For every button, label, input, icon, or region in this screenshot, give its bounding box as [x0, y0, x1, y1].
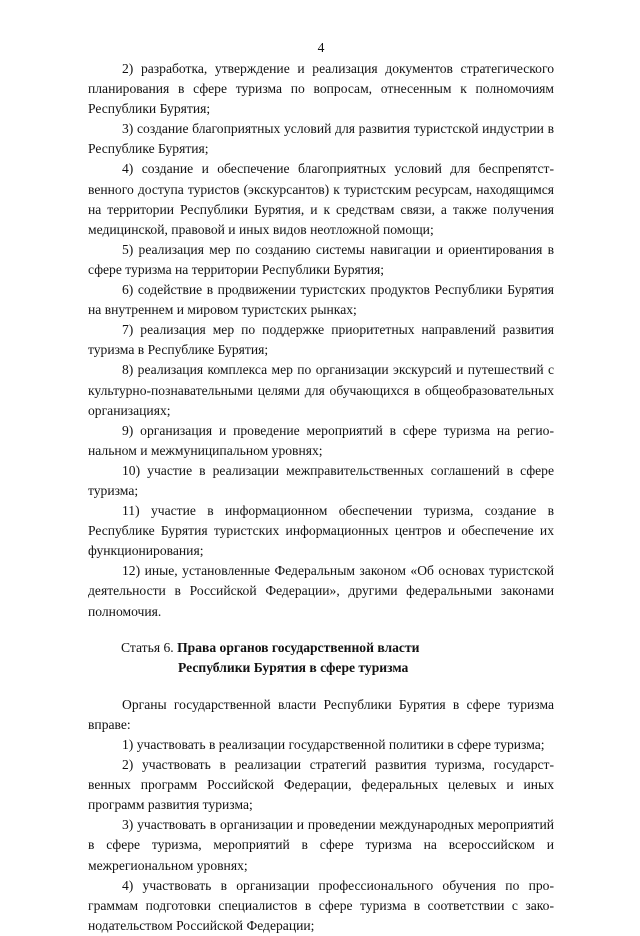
list-item: 7) реализация мер по поддержке приоритетных направлений развития туризма в Республике Бурятия; — [88, 322, 554, 358]
article-heading — [88, 638, 554, 678]
list-item: 10) участие в реализации межправительственных соглашений в сфере туризма; — [88, 462, 554, 498]
list-item: 3) участвовать в организации и проведении международных мероприятий в сфере туризма, мероприятий в сфере туризма на всероссийском и межрегиональном уровнях; — [88, 817, 554, 873]
rights-list — [88, 735, 554, 936]
list-item: 4) участвовать в организации профессионального обучения по программам подготовки специалистов в сфере туризма в соответствии с законодательством Российской Федерации; — [88, 877, 554, 933]
powers-list-continued — [88, 59, 554, 622]
list-item: 3) создание благоприятных условий для развития туристской индустрии в Республике Бурятия; — [88, 121, 554, 157]
article-label: Статья 6. — [121, 639, 174, 655]
list-item: 1) участвовать в реализации государственной политики в сфере туризма; — [122, 737, 545, 752]
article-intro: Органы государственной власти Республики Бурятия в сфере туризма вправе: — [88, 696, 554, 732]
article-title-line1: Права органов государственной власти — [177, 639, 420, 655]
list-item: 6) содействие в продвижении туристских продуктов Республики Бурятия на внутреннем и мировом туристских рынках; — [88, 282, 554, 318]
list-item: 2) разработка, утверждение и реализация документов стратегического планирования в сфере туризма по вопросам, отнесенным к полномочиям Республики Бурятия; — [88, 61, 554, 117]
list-item: 8) реализация комплекса мер по организации экскурсий и путешествий с культурно-познавательными целями для обучающихся в общеобразовательных организациях; — [88, 362, 554, 418]
list-item: 11) участие в информационном обеспечении туризма, создание в Республике Бурятия туристских информационных центров и обеспечение их функционирования; — [88, 503, 554, 559]
list-item: 4) создание и обеспечение благоприятных условий для беспрепятственного доступа туристов (экскурсантов) к туристским ресурсам, находящимся на территории Республики Бурятия, и к средствам связи, а также получения медицинской, правовой и иных видов неотложной помощи; — [88, 161, 554, 237]
page-number: 4 — [317, 40, 325, 55]
list-item: 9) организация и проведение мероприятий в сфере туризма на региональном и межмуниципальном уровнях; — [88, 422, 554, 458]
article-title-line2: Республики Бурятия в сфере туризма — [178, 659, 409, 675]
list-item: 12) иные, установленные Федеральным законом «Об основах туристской деятельности в Российской Федерации», другими федеральными законами полномочия. — [88, 563, 554, 619]
list-item: 5) реализация мер по созданию системы навигации и ориентирования в сфере туризма на территории Республики Бурятия; — [88, 241, 554, 277]
list-item: 2) участвовать в реализации стратегий развития туризма, государственных программ Российской Федерации, федеральных целевых и иных программ развития туризма; — [88, 757, 554, 813]
article-heading-line1 — [88, 638, 554, 658]
